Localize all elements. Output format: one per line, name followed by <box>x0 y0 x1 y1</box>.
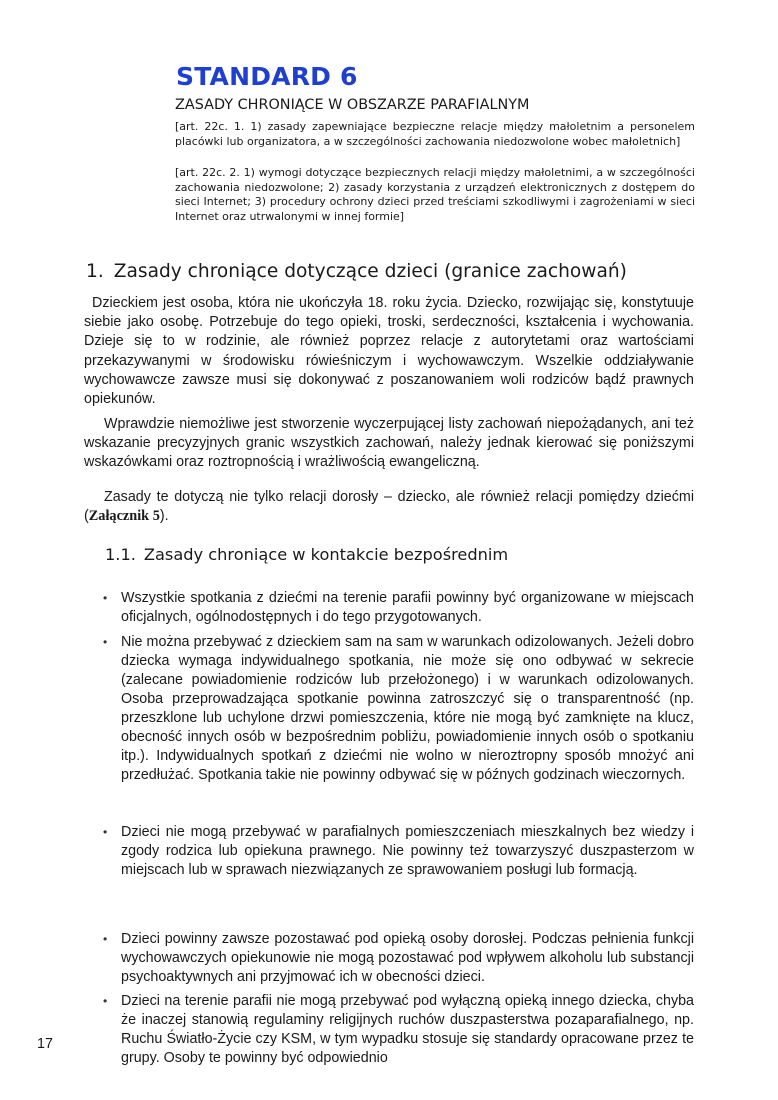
section-title: Zasady chroniące dotyczące dzieci (granice zachowań) <box>113 261 627 282</box>
subsection-title: Zasady chroniące w kontakcie bezpośrednim <box>143 545 509 564</box>
paragraph-definition: Dzieckiem jest osoba, która nie ukończyła 18. roku życia. Dziecko, rozwijając się, konstytuuje siebie jako osobę. Potrzebuje do tego opieki, troski, serdeczności, kształcenia i wychowania. Dzieje się to w rodzinie, ale również poprzez relacje z autorytetami oraz wartościami przekazywanymi w środowisku rówieśniczym i wychowawczym. Wszelkie oddziaływanie wychowawcze zawsze musi się dokonywać z poszanowaniem woli rodziców bądź prawnych opiekunów. <box>84 295 694 408</box>
subsection-number: 1.1. <box>105 545 136 564</box>
bullet-icon: • <box>103 932 108 946</box>
list-item <box>103 992 694 1068</box>
list-item-text: Dzieci powinny zawsze pozostawać pod opieką osoby dorosłej. Podczas pełnienia funkcji wychowawczych opiekunowie nie mogą pozostawać pod wpływem alkoholu lub substancji psychoaktywnych ani przyjmować ich w obecności dzieci. <box>121 931 694 985</box>
scope-end: ). <box>159 508 169 525</box>
standard-title: STANDARD 6 <box>176 62 358 91</box>
standard-subtitle: ZASADY CHRONIĄCE W OBSZARZE PARAFIALNYM <box>175 97 530 113</box>
list-item-text: Dzieci nie mogą przebywać w parafialnych pomieszczeniach mieszkalnych bez wiedzy i zgody rodzica lub opiekuna prawnego. Nie powinny też towarzyszyć duszpasterzom w miejscach lub w sprawach niezwiązanych ze sprawowaniem posługi lub formacją. <box>121 824 694 878</box>
list-item <box>103 930 694 987</box>
bullet-icon: • <box>103 591 108 605</box>
bullet-icon: • <box>103 825 108 839</box>
section-heading-1 <box>86 261 627 282</box>
subsection-heading-1-1 <box>105 545 508 564</box>
paragraph-scope <box>84 488 694 526</box>
scope-text: Zasady te dotyczą nie tylko relacji dorosły – dziecko, ale również relacji pomiędzy dziećmi ( <box>84 489 694 525</box>
list-item-text: Wszystkie spotkania z dziećmi na terenie parafii powinny być organizowane w miejscach oficjalnych, ogólnodostępnych i do tego przygotowanych. <box>121 590 694 625</box>
legal-reference-2: [art. 22c. 2. 1) wymogi dotyczące bezpiecznych relacji między małoletnimi, a w szczególności zachowania niedozwolone; 2) zasady korzystania z urządzeń elektronicznych z dostępem do sieci Internet; 3) procedury ochrony dzieci przed treściami szkodliwymi i zagrożeniami w sieci Internet oraz utrwalonymi w innej formie] <box>175 166 695 223</box>
section-number: 1. <box>86 261 104 282</box>
list-item <box>103 823 694 880</box>
attachment-reference: Załącznik 5 <box>88 508 160 525</box>
page-number: 17 <box>37 1036 53 1052</box>
list-item <box>103 589 694 627</box>
bullet-icon: • <box>103 635 108 649</box>
bullet-icon: • <box>103 994 108 1008</box>
list-item-text: Dzieci na terenie parafii nie mogą przebywać pod wyłączną opieką innego dziecka, chyba że inaczej stanowią regulaminy religijnych ruchów duszpasterstwa pozaparafialnego, np. Ruchu Światło-Życie czy KSM, w tym wypadku stosuje się standardy opracowane przez te grupy. Osoby te powinny być odpowiednio <box>121 993 694 1066</box>
paragraph-guidelines: Wprawdzie niemożliwe jest stworzenie wyczerpującej listy zachowań niepożądanych, ani też wskazanie precyzyjnych granic wszystkich zachowań, należy jednak kierować się poniższymi wskazówkami oraz roztropnością i wrażliwością ewangeliczną. <box>84 416 694 471</box>
list-item <box>103 633 694 785</box>
list-item-text: Nie można przebywać z dzieckiem sam na sam w warunkach odizolowanych. Jeżeli dobro dziecka wymaga indywidualnego spotkania, nie może się ono odbywać w sekrecie (zalecane powiadomienie rodziców lub przełożonego) i w warunkach odizolowanych. Osoba przeprowadzająca spotkanie powinna zatroszczyć się o transparentność (np. przeszklone lub uchylone drzwi pomieszczenia, które nie mogą być zamknięte na klucz, obecność innych osób w bezpośrednim pobliżu, powiadomienie innych osób o spotkaniu itp.). Indywidualnych spotkań z dziećmi nie wolno w nieroztropny sposób mnożyć ani przedłużać. Spotkania takie nie powinny odbywać się w późnych godzinach wieczornych. <box>121 634 694 783</box>
legal-reference-1: [art. 22c. 1. 1) zasady zapewniające bezpieczne relacje między małoletnim a personelem placówki lub organizatora, a w szczególności zachowania niedozwolone wobec małoletnich] <box>175 120 695 148</box>
